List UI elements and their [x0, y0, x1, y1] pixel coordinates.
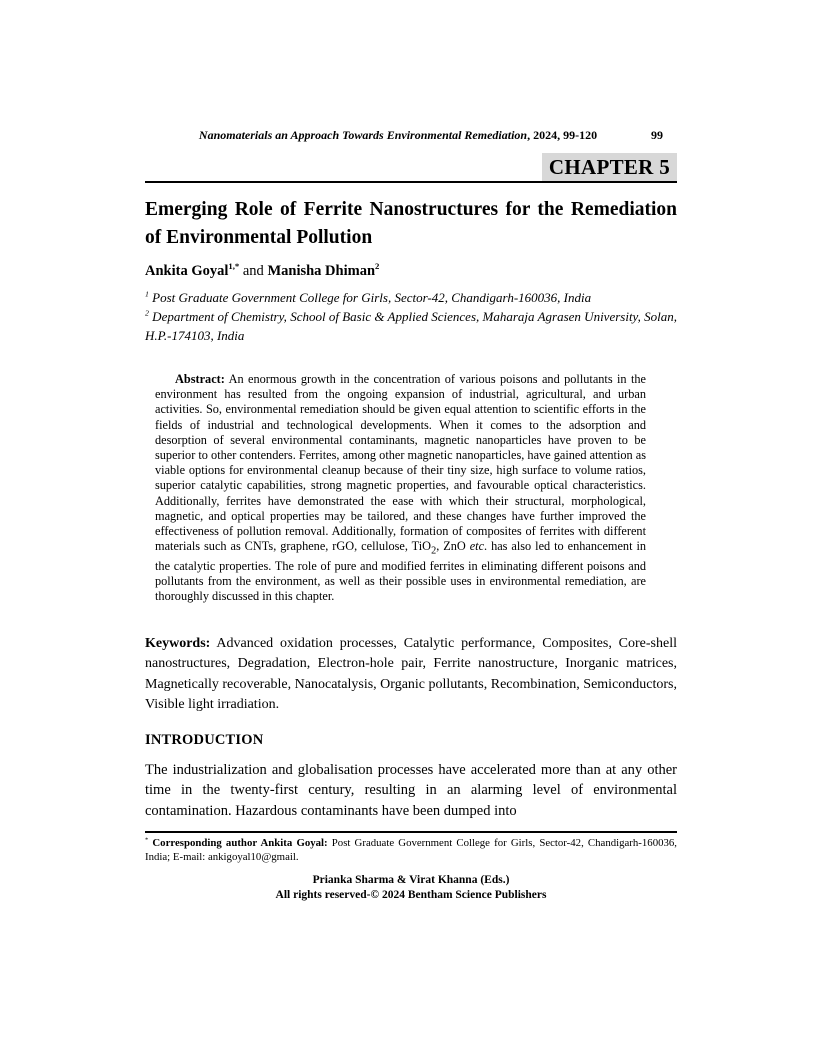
publisher-credits — [145, 873, 677, 902]
introduction-heading: INTRODUCTION — [145, 731, 264, 748]
running-head-row — [145, 128, 677, 143]
chapter-header-rule — [145, 153, 677, 183]
running-head — [145, 128, 651, 143]
abstract-paragraph — [155, 372, 646, 605]
rights-line: All rights reserved-© 2024 Bentham Science Publishers — [275, 888, 547, 901]
author-1-name: Ankita Goyal$^{1,*}$ — [145, 261, 240, 279]
affiliation-1-marker: 1 — [145, 289, 149, 299]
authors-connector: and — [239, 263, 268, 279]
footnote-text: Post Graduate Government College for Girls, Sector-42, Chandigarh-160036, India; E-mail: ankigoyal10@gmail. — [145, 837, 677, 863]
footnote-asterisk: * — [145, 836, 149, 844]
abstract-text-2: , ZnO — [436, 539, 470, 554]
abstract-text-1: An enormous growth in the concentration of various poisons and pollutants in the environment has resulted from the ongoing expansion of industrial, agricultural, and urban activities. So, environmental remediation should be given equal attention to scientific efforts in the fields of industrial and technological developments. When it comes to the adsorption and desorption of several environmental contaminants, magnetic nanoparticles have proven to be superior to other contenders. Ferrites, among other magnetic nanoparticles, have gained attention as viable options for environmental cleanup because of their tiny size, high surface to volume ratios, superior catalytic capabilities, strong magnetic properties, and favourable optical characteristics. Additionally, ferrites have demonstrated the ease with which their structural, morphological, magnetic, and optical properties may be tailored, and these changes have further improved the effectiveness of pollution removal. Additionally, formation of composites of ferrites with different materials such as CNTs, graphene, rGO, cellulose, TiO — [155, 372, 646, 554]
abstract-label: Abstract: — [175, 372, 225, 386]
tio2-subscript: 2 — [431, 545, 437, 557]
page-number: 99 — [651, 128, 663, 142]
running-head-book-title: Nanomaterials an Approach Towards Environmental Remediation — [198, 128, 528, 142]
corresponding-author-footnote — [145, 831, 677, 864]
editors-line: Prianka Sharma & Virat Khanna (Eds.) — [312, 874, 510, 886]
abstract-etc-italic: etc — [469, 539, 485, 554]
affiliation-1: $^1$ Post Graduate Government College for Girls, Sector-42, Chandigarh-160036, India — [145, 289, 592, 305]
chapter-badge: CHAPTER 5 — [542, 153, 677, 181]
affiliations — [145, 288, 677, 345]
affiliation-2: $^2$ Department of Chemistry, School of Basic & Applied Sciences, Maharaja Agrasen University, Solan, H.P.-174103, India — [145, 308, 677, 343]
introduction-paragraph: The industrialization and globalisation processes have accelerated more than at any other time in the twenty-first century, resulting in an alarming level of environmental contamination. Hazardous contaminants have been dumped into — [145, 761, 677, 819]
author-2-name: Manisha Dhiman$^2$ — [267, 261, 380, 279]
running-head-suffix: , 2024, 99-120 — [527, 128, 598, 142]
author-2-superscript: 2 — [375, 261, 380, 272]
affiliation-2-marker: 2 — [145, 308, 149, 318]
author-1-superscript: 1,* — [228, 261, 240, 272]
authors-line — [145, 263, 677, 280]
keywords-text: Advanced oxidation processes, Catalytic performance, Composites, Core-shell nanostructures, Degradation, Electron-hole pair, Ferrite nanostructure, Inorganic matrices, Magnetically recoverable, Nanocatalysis, Organic pollutants, Recombination, Semiconductors, Visible light irradiation. — [145, 635, 677, 712]
keywords-label: Keywords: — [145, 635, 211, 651]
abstract-text-3: . has also led to enhancement in the catalytic properties. The role of pure and modified ferrites in eliminating different poisons and pollutants from the environment, as well as their possible uses in environmental remediation, are thoroughly discussed in this chapter. — [155, 539, 647, 604]
keywords-paragraph — [145, 634, 677, 716]
footnote-bold-text: Corresponding author Ankita Goyal: — [148, 837, 328, 849]
chapter-title: Emerging Role of Ferrite Nanostructures for the Remediation of Environmental Pollution — [145, 199, 677, 248]
